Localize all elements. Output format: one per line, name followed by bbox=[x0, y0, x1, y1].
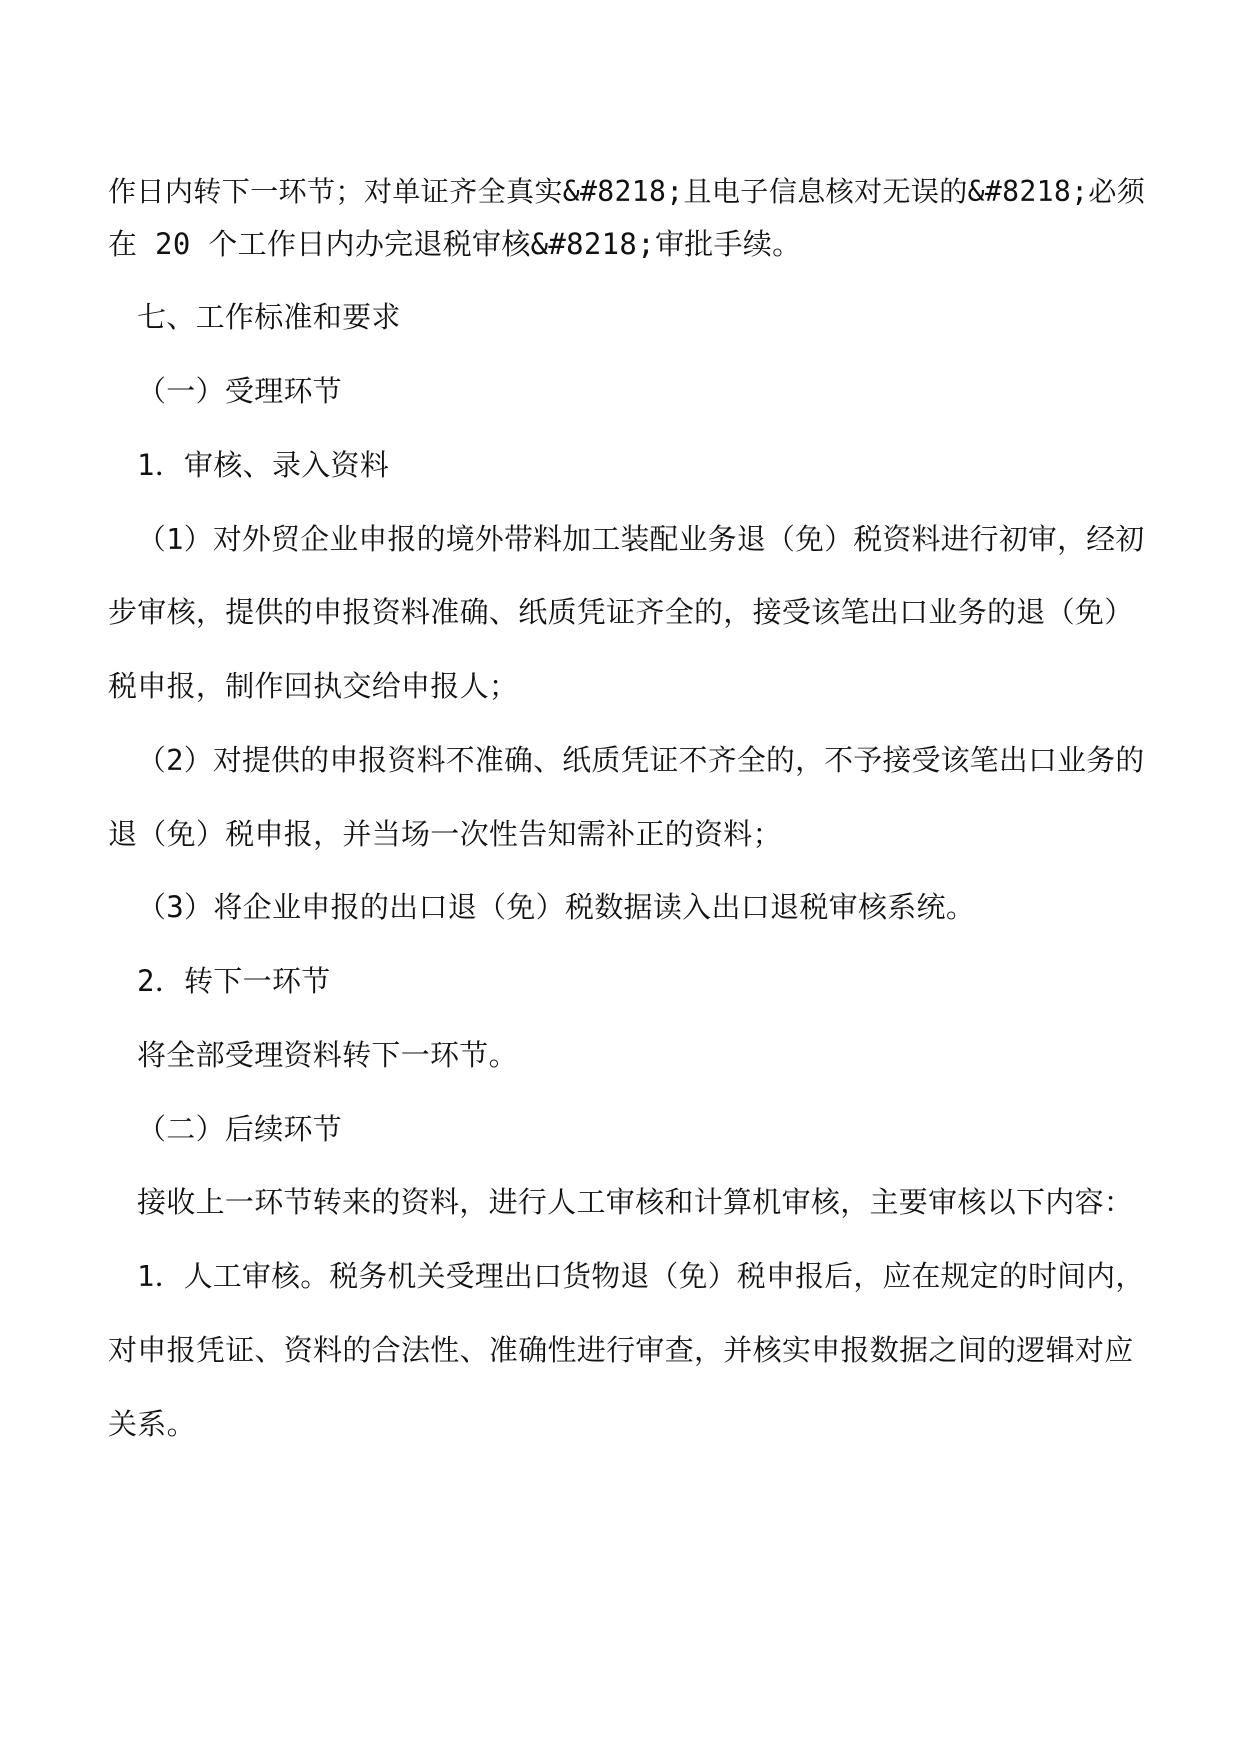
text-line: 关系。 bbox=[108, 1407, 196, 1441]
text-line: 接收上一环节转来的资料，进行人工审核和计算机审核，主要审核以下内容： bbox=[137, 1185, 1134, 1219]
subsection-heading: （一）受理环节 bbox=[137, 374, 343, 408]
text-line: 1．人工审核。税务机关受理出口货物退（免）税申报后，应在规定的时间内， bbox=[137, 1259, 1145, 1293]
text-line: 作日内转下一环节；对单证齐全真实&#8218;且电子信息核对无误的&#8218;必须 bbox=[108, 175, 1146, 208]
text-line: 退（免）税申报，并当场一次性告知需补正的资料； bbox=[108, 817, 782, 851]
text-line: （3）将企业申报的出口退（免）税数据读入出口退税审核系统。 bbox=[137, 890, 976, 924]
text-line: 步审核，提供的申报资料准确、纸质凭证齐全的，接受该笔出口业务的退（免） bbox=[108, 595, 1134, 629]
text-line: 在 20 个工作日内办完退税审核&#8218;审批手续。 bbox=[108, 227, 802, 261]
item-heading: 1．审核、录入资料 bbox=[137, 448, 390, 482]
text-line: 将全部受理资料转下一环节。 bbox=[137, 1038, 518, 1072]
item-heading: 2．转下一环节 bbox=[137, 964, 331, 998]
text-line: 对申报凭证、资料的合法性、准确性进行审查，并核实申报数据之间的逻辑对应 bbox=[108, 1333, 1134, 1367]
text-line: 税申报，制作回执交给申报人； bbox=[108, 669, 519, 703]
section-heading: 七、工作标准和要求 bbox=[137, 300, 401, 334]
text-line: （1）对外贸企业申报的境外带料加工装配业务退（免）税资料进行初审，经初 bbox=[137, 522, 1145, 556]
subsection-heading: （二）后续环节 bbox=[137, 1112, 343, 1146]
text-line: （2）对提供的申报资料不准确、纸质凭证不齐全的，不予接受该笔出口业务的 bbox=[137, 743, 1145, 777]
